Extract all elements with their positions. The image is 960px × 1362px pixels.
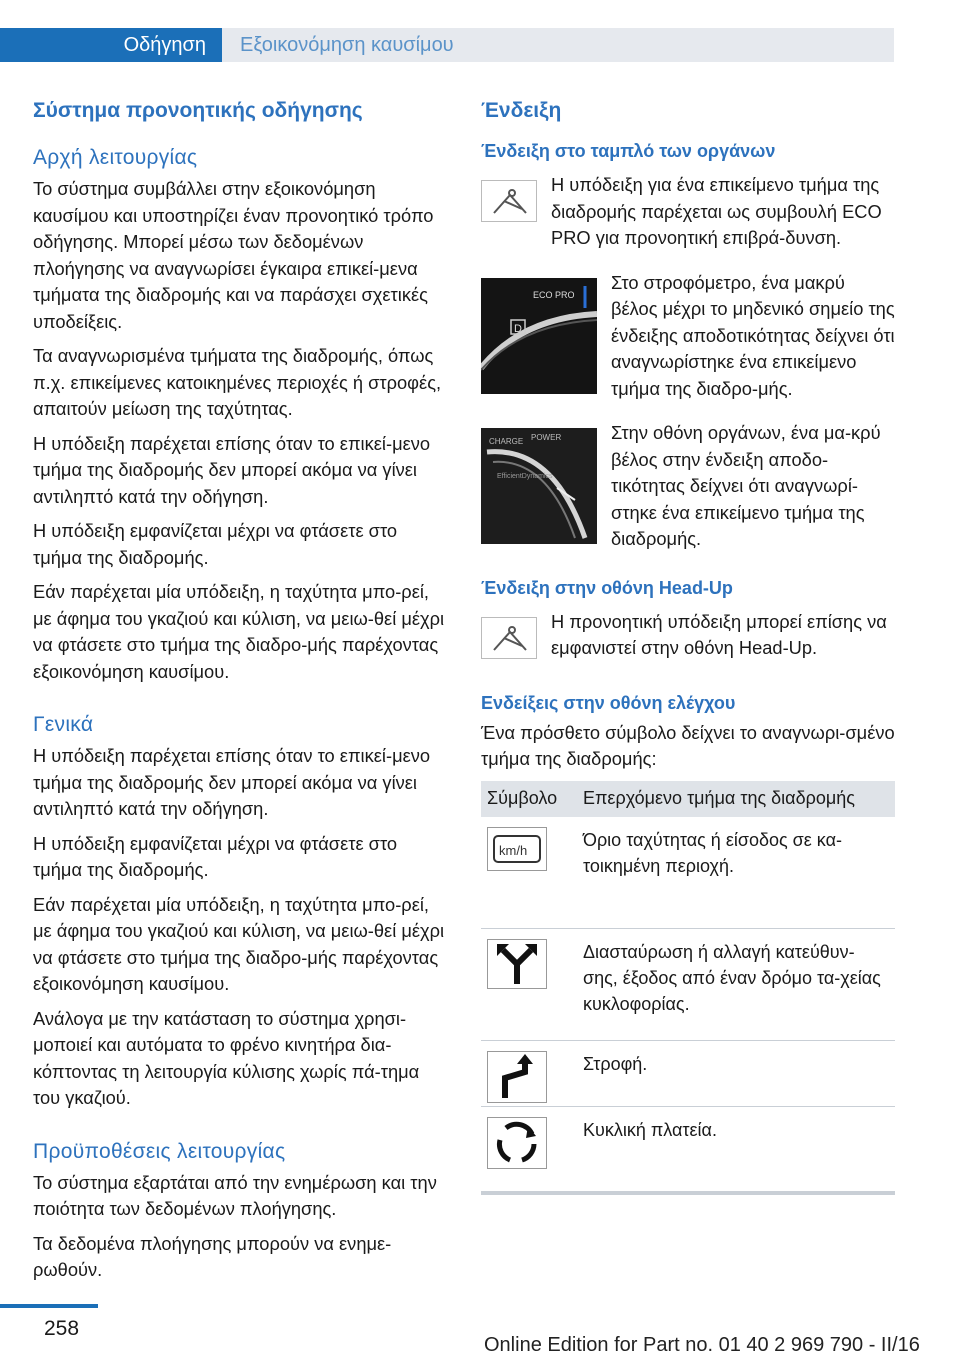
gear-d-label: D: [514, 322, 522, 335]
general-paragraph: Εάν παρέχεται μία υπόδειξη, η ταχύτητα μπο-ρεί, με άφημα του γκαζιού και κύλιση, να μειω-θεί μέχρι να φτάσετε στο τμήμα της διαδρο-μής παρέχοντας εξοικονόμηση καυσίμου.: [33, 893, 445, 994]
right-column: [481, 98, 895, 1195]
eco-pro-label: ECO PRO: [533, 289, 575, 300]
control-display-paragraph: Ένα πρόσθετο σύμβολο δείχνει το αναγνωρι-σμένο τμήμα της διαδρομής:: [481, 721, 895, 769]
chapter-tab[interactable]: Οδήγηση: [0, 28, 222, 62]
column-header-section: Επερχόμενο τμήμα της διαδρομής: [577, 781, 895, 817]
page-number: 258: [44, 1317, 80, 1340]
control-display-heading: Ενδείξεις στην οθόνη ελέγχου: [481, 692, 736, 713]
section-title: Σύστημα προνοητικής οδήγησης: [33, 99, 363, 122]
display-title: Ένδειξη: [481, 99, 562, 122]
principle-paragraph: Η υπόδειξη εμφανίζεται μέχρι να φτάσετε στο τμήμα της διαδρομής.: [33, 520, 398, 568]
column-header-symbol: Σύμβολο: [481, 781, 577, 817]
principle-paragraph: Τα αναγνωρισμένα τμήματα της διαδρομής, όπως π.χ. επικείμενες κατοικημένες περιοχές ή στροφές, απαιτούν μείωση της ταχύτητας.: [33, 345, 442, 419]
table-header-row: [481, 781, 895, 817]
table-cell: Όριο ταχύτητας ή είσοδος σε κα-τοικημένη περιοχή.: [577, 817, 895, 929]
hud-paragraph: Η προνοητική υπόδειξη μπορεί επίσης να εμφανιστεί στην οθόνη Head-Up.: [551, 610, 887, 658]
principle-heading: Αρχή λειτουργίας: [33, 146, 198, 169]
kmh-sign-text: km/h: [499, 842, 528, 858]
general-paragraph: Η υπόδειξη παρέχεται επίσης όταν το επικεί-μενο τμήμα της διαδρομής δεν μπορεί ακόμα να γίνει αντιληπτό κατά την οδήγηση.: [33, 745, 431, 819]
tachometer-paragraph: Στο στροφόμετρο, ένα μακρύ βέλος μέχρι το μηδενικό σημείο της ένδειξης αποδοτικότητας δείχνει ότι αναγνωρίστηκε ένα επικείμενο τμήμα της διαδρο-μής.: [611, 271, 895, 399]
hud-heading: Ένδειξη στην οθόνη Head-Up: [481, 577, 733, 598]
kmh-sign-icon: [487, 827, 547, 871]
power-label: POWER: [531, 433, 562, 442]
prerequisites-heading: Προϋποθέσεις λειτουργίας: [33, 1139, 286, 1163]
hud-hint-icon: [481, 617, 537, 659]
curve-icon: [487, 1051, 547, 1103]
charge-label: CHARGE: [489, 437, 524, 446]
table-cell: Διασταύρωση ή αλλαγή κατεύθυν-σης, έξοδος από έναν δρόμο τα-χείας κυκλοφορίας.: [577, 929, 895, 1041]
roundabout-icon: [487, 1117, 547, 1169]
symbol-table: [481, 781, 895, 1195]
instrument-display-image: [481, 428, 597, 544]
table-cell: Κυκλική πλατεία.: [577, 1107, 895, 1193]
section-tab[interactable]: Εξοικονόμηση καυσίμου: [222, 28, 894, 62]
edition-note: Online Edition for Part no. 01 40 2 969 790 - II/16: [484, 1334, 920, 1356]
principle-paragraph: Η υπόδειξη παρέχεται επίσης όταν το επικεί-μενο τμήμα της διαδρομής δεν μπορεί ακόμα να γίνει αντιληπτό κατά την οδήγηση.: [33, 432, 431, 507]
table-row: [481, 1107, 895, 1193]
principle-paragraph: Εάν παρέχεται μία υπόδειξη, η ταχύτητα μπο-ρεί, με άφημα του γκαζιού και κύλιση, να μειω-θεί μέχρι να φτάσετε στο τμήμα της διαδρο-μής παρέχοντας εξοικονόμηση καυσίμου.: [33, 581, 445, 682]
prerequisites-paragraph: Το σύστημα εξαρτάται από την ενημέρωση και την ποιότητα των δεδομένων πλοήγησης.: [33, 1171, 437, 1219]
table-cell: Στροφή.: [577, 1041, 895, 1107]
prerequisites-paragraph: Τα δεδομένα πλοήγησης μπορούν να ενημε-ρωθούν.: [33, 1232, 392, 1280]
dash-heading: Ένδειξη στο ταμπλό των οργάνων: [481, 141, 776, 161]
instrument-display-paragraph: Στην οθόνη οργάνων, ένα μα-κρύ βέλος στην ένδειξη αποδο-τικότητας δείχνει ότι αναγνωρί-στηκε ένα επικείμενο τμήμα της διαδρομής.: [611, 422, 881, 549]
header-bar: [0, 0, 960, 62]
table-row: [481, 817, 895, 929]
footer-divider: [0, 1304, 98, 1308]
junction-icon: [487, 939, 547, 989]
table-row: [481, 929, 895, 1041]
efficient-dynamics-label: EfficientDynamics: [497, 473, 553, 480]
dash-paragraph: Η υπόδειξη για ένα επικείμενο τμήμα της διαδρομής παρέχεται ως συμβουλή ECO PRO για προνοητική επιβρά-δυνση.: [551, 174, 882, 248]
left-column: [33, 98, 448, 1292]
general-paragraph: Ανάλογα με την κατάσταση το σύστημα χρησι-μοποιεί και αυτόματα το φρένο κινητήρα δια-κόπτοντας τη λειτουργία κύλισης χωρίς πά-τημα του γκαζιού.: [33, 1007, 420, 1108]
general-paragraph: Η υπόδειξη εμφανίζεται μέχρι να φτάσετε στο τμήμα της διαδρομής.: [33, 832, 398, 880]
table-row: [481, 1041, 895, 1107]
anticipatory-hint-icon: [481, 180, 537, 222]
principle-paragraph: Το σύστημα συμβάλλει στην εξοικονόμηση καυσίμου και υποστηρίζει έναν προνοητικό τρόπο οδήγησης. Μπορεί μέσω των δεδομένων πλοήγησης να αναγνωρίσει έγκαιρα επικεί-μενα τμήματα της διαδρομής και να παράσχει σχετικές υποδείξεις.: [33, 178, 434, 332]
general-heading: Γενικά: [33, 713, 94, 736]
tachometer-image: [481, 278, 597, 394]
